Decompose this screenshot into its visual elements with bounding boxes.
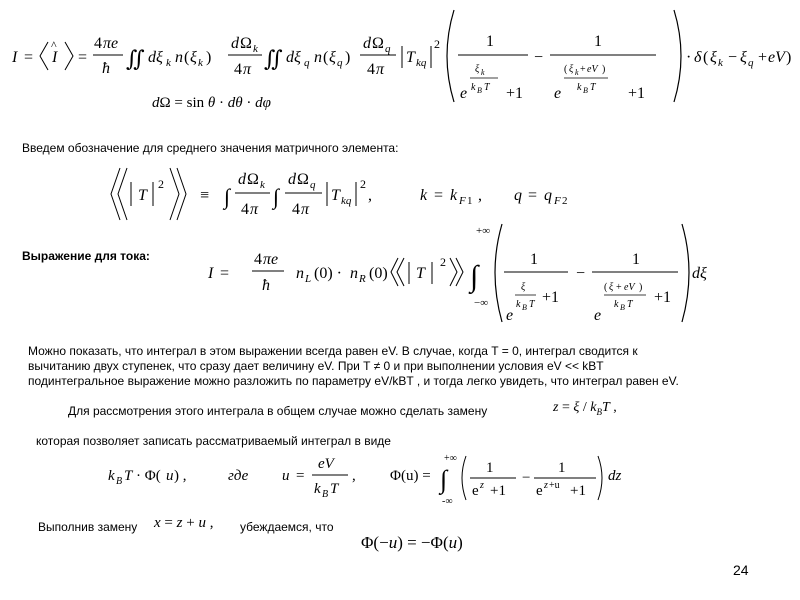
svg-text:+1: +1 bbox=[570, 483, 586, 499]
svg-text:e: e bbox=[536, 483, 543, 499]
svg-text:T: T bbox=[331, 187, 340, 204]
svg-text:+1: +1 bbox=[542, 289, 560, 306]
svg-text:k: k bbox=[253, 43, 258, 55]
svg-text:I: I bbox=[208, 265, 214, 282]
svg-text:,: , bbox=[478, 187, 482, 204]
svg-text:∫: ∫ bbox=[440, 465, 448, 494]
svg-text:T: T bbox=[529, 299, 535, 310]
svg-text:u: u bbox=[166, 468, 174, 484]
svg-text:n: n bbox=[296, 265, 304, 282]
svg-text:ξ: ξ bbox=[710, 49, 717, 66]
we-see-text: убеждаемся, что bbox=[240, 520, 334, 534]
svg-text:∬: ∬ bbox=[264, 46, 283, 71]
svg-text:): ) bbox=[639, 282, 643, 293]
svg-text:(0): (0) bbox=[369, 265, 388, 282]
solid-angle-formula: dΩ = sin θ · dθ · dφ bbox=[152, 95, 271, 111]
svg-text:−: − bbox=[728, 49, 738, 66]
svg-text:q: q bbox=[748, 57, 754, 69]
svg-text:k: k bbox=[516, 299, 521, 310]
svg-text:(: ( bbox=[703, 49, 709, 66]
svg-text:−: − bbox=[576, 265, 586, 282]
where-word: где bbox=[228, 468, 249, 484]
svg-text:+u: +u bbox=[549, 480, 560, 491]
svg-text:I: I bbox=[52, 49, 58, 66]
svg-text:B: B bbox=[583, 86, 588, 95]
svg-text:): ) bbox=[206, 49, 212, 66]
explanation-paragraph bbox=[28, 344, 768, 389]
svg-text:n: n bbox=[175, 49, 183, 66]
svg-text:dξ: dξ bbox=[692, 265, 707, 282]
svg-text:q: q bbox=[304, 57, 310, 69]
svg-text:k: k bbox=[260, 179, 265, 191]
svg-text:πe: πe bbox=[103, 35, 119, 52]
svg-text:k: k bbox=[718, 57, 723, 69]
svg-text:B: B bbox=[477, 86, 482, 95]
svg-text:πe: πe bbox=[263, 251, 279, 268]
svg-text:2: 2 bbox=[440, 255, 446, 269]
svg-text:I: I bbox=[12, 49, 18, 66]
svg-text:k: k bbox=[314, 481, 321, 497]
svg-text:=: = bbox=[528, 187, 538, 204]
svg-text:T: T bbox=[124, 468, 133, 484]
svg-text:F: F bbox=[554, 195, 561, 207]
svg-text:ξ: ξ bbox=[521, 282, 526, 293]
svg-text:n: n bbox=[314, 49, 322, 66]
svg-text:2: 2 bbox=[158, 177, 164, 191]
svg-text:u: u bbox=[282, 468, 290, 484]
svg-text:q: q bbox=[310, 179, 316, 191]
paragraph-line-3: подинтегральное выражение можно разложить по параметру eV/kBT , и тогда легко увидеть, что интеграл равен eV. bbox=[28, 374, 679, 388]
svg-text:q: q bbox=[385, 43, 391, 55]
svg-text:4: 4 bbox=[254, 251, 262, 268]
svg-text:4: 4 bbox=[367, 61, 375, 78]
svg-text:d: d bbox=[363, 35, 371, 52]
svg-text:=: = bbox=[78, 49, 88, 66]
svg-text:1: 1 bbox=[558, 460, 566, 476]
svg-text:∬: ∬ bbox=[126, 46, 145, 71]
current-expression-formula bbox=[204, 220, 724, 332]
svg-text:-∞: -∞ bbox=[442, 496, 453, 507]
svg-text:e: e bbox=[594, 307, 602, 324]
after-substitution-text: Выполнив замену bbox=[38, 520, 138, 534]
svg-text:ξ: ξ bbox=[329, 49, 336, 66]
svg-text:e: e bbox=[506, 307, 514, 324]
svg-text:∫: ∫ bbox=[273, 184, 280, 209]
current-integral-formula bbox=[8, 4, 800, 112]
svg-text:B: B bbox=[522, 303, 527, 312]
svg-text:· Φ(: · Φ( bbox=[136, 468, 161, 484]
svg-text:B: B bbox=[322, 489, 329, 500]
paragraph-line-2: вычитанию двух ступенек, что сразу дает величину eV. При T ≠ 0 и при выполнении условия eV << kBT bbox=[28, 359, 604, 373]
svg-text:q: q bbox=[337, 57, 343, 69]
svg-text:T: T bbox=[330, 481, 339, 497]
svg-text:k: k bbox=[198, 57, 203, 69]
svg-text:(: ( bbox=[184, 49, 190, 66]
svg-text:Ω: Ω bbox=[297, 171, 309, 188]
svg-text:T: T bbox=[416, 265, 425, 282]
svg-text:,: , bbox=[352, 468, 356, 484]
svg-text:): ) bbox=[786, 49, 792, 66]
svg-text:Ω: Ω bbox=[247, 171, 259, 188]
svg-text:+1: +1 bbox=[628, 85, 646, 102]
svg-text:ξ: ξ bbox=[609, 282, 614, 293]
svg-text:∫: ∫ bbox=[470, 260, 479, 293]
general-case-text: Для рассмотрения этого интеграла в общем случае можно сделать замену bbox=[68, 404, 488, 418]
svg-text:d: d bbox=[288, 171, 296, 188]
svg-text:=: = bbox=[434, 187, 444, 204]
svg-text:R: R bbox=[359, 273, 366, 285]
svg-text:ξ: ξ bbox=[569, 64, 574, 75]
svg-text:kq: kq bbox=[341, 195, 352, 207]
svg-text:ξ: ξ bbox=[190, 49, 197, 66]
svg-text:e: e bbox=[472, 483, 479, 499]
svg-text:^: ^ bbox=[51, 38, 57, 52]
svg-text:2: 2 bbox=[360, 177, 366, 191]
svg-text:L: L bbox=[305, 273, 312, 285]
svg-text:2: 2 bbox=[562, 195, 568, 207]
svg-text:Φ(u) =: Φ(u) = bbox=[390, 468, 431, 484]
svg-text:T: T bbox=[627, 299, 633, 310]
symmetry-formula: Φ(−u) = −Φ(u) bbox=[361, 533, 463, 552]
page-number: 24 bbox=[733, 562, 749, 578]
svg-text:1: 1 bbox=[594, 33, 602, 50]
svg-text:ħ: ħ bbox=[262, 277, 270, 294]
svg-text:(: ( bbox=[604, 282, 608, 293]
svg-text:1: 1 bbox=[632, 251, 640, 268]
svg-text:n: n bbox=[350, 265, 358, 282]
svg-text:+1: +1 bbox=[506, 85, 524, 102]
svg-text:k: k bbox=[575, 68, 579, 77]
svg-text:k: k bbox=[481, 68, 485, 77]
svg-text:,: , bbox=[368, 187, 372, 204]
svg-text:ħ: ħ bbox=[102, 60, 110, 77]
svg-text:4: 4 bbox=[241, 201, 249, 218]
allows-write-text: которая позволяет записать рассматриваемый интеграл в виде bbox=[36, 434, 391, 448]
svg-text:) ,: ) , bbox=[174, 468, 187, 484]
svg-text:2: 2 bbox=[434, 37, 440, 51]
svg-text:T: T bbox=[138, 187, 147, 204]
svg-text:k: k bbox=[614, 299, 619, 310]
svg-text:−: − bbox=[522, 470, 531, 486]
phi-definition-formula bbox=[104, 448, 644, 508]
svg-text:z: z bbox=[480, 480, 484, 491]
svg-text:q: q bbox=[514, 187, 522, 204]
svg-text:=: = bbox=[220, 265, 230, 282]
svg-text:+∞: +∞ bbox=[444, 453, 457, 464]
svg-text:e: e bbox=[554, 85, 562, 102]
avg-matrix-intro-text: Введем обозначение для среднего значения матричного элемента: bbox=[22, 141, 399, 155]
substitution-formula: $z = \xi / k_BT$ , bbox=[553, 400, 617, 417]
svg-text:+∞: +∞ bbox=[476, 225, 491, 237]
svg-text:k: k bbox=[450, 187, 458, 204]
svg-text:eV: eV bbox=[318, 456, 334, 472]
svg-text:4: 4 bbox=[234, 61, 242, 78]
svg-text:eV: eV bbox=[768, 49, 785, 66]
svg-text:ξ: ξ bbox=[740, 49, 747, 66]
svg-text:eV: eV bbox=[624, 282, 635, 293]
svg-text:+: + bbox=[616, 282, 622, 293]
svg-text:dξ: dξ bbox=[286, 49, 301, 66]
svg-text:): ) bbox=[602, 64, 606, 75]
svg-text:=: = bbox=[296, 468, 305, 484]
svg-text:T: T bbox=[406, 49, 415, 66]
svg-text:(: ( bbox=[323, 49, 329, 66]
svg-text:q: q bbox=[544, 187, 552, 204]
svg-text:δ: δ bbox=[694, 49, 702, 66]
svg-text:+1: +1 bbox=[490, 483, 506, 499]
svg-text:dξ: dξ bbox=[148, 49, 163, 66]
svg-text:B: B bbox=[116, 476, 123, 487]
svg-text:(0) ·: (0) · bbox=[314, 265, 342, 282]
svg-text:∫: ∫ bbox=[224, 184, 231, 209]
svg-text:k: k bbox=[166, 57, 171, 69]
svg-text:T: T bbox=[590, 82, 596, 93]
svg-text:·: · bbox=[686, 49, 692, 66]
svg-text:kq: kq bbox=[416, 57, 427, 69]
svg-text:1: 1 bbox=[467, 195, 473, 207]
svg-text:z: z bbox=[544, 480, 548, 491]
svg-text:π: π bbox=[376, 61, 385, 78]
svg-text:k: k bbox=[471, 82, 476, 93]
svg-text:π: π bbox=[301, 201, 310, 218]
paragraph-line-1: Можно показать, что интеграл в этом выражении всегда равен eV. В случае, когда T = 0, интеграл сводится к bbox=[28, 344, 638, 358]
svg-text:d: d bbox=[238, 171, 246, 188]
svg-text:1: 1 bbox=[486, 33, 494, 50]
svg-text:π: π bbox=[243, 61, 252, 78]
svg-text:(: ( bbox=[564, 64, 568, 75]
svg-text:T: T bbox=[484, 82, 490, 93]
svg-text:ξ: ξ bbox=[475, 64, 480, 75]
svg-text:F: F bbox=[459, 195, 466, 207]
svg-text:1: 1 bbox=[486, 460, 494, 476]
svg-text:): ) bbox=[345, 49, 351, 66]
svg-text:π: π bbox=[250, 201, 259, 218]
current-expression-label: Выражение для тока: bbox=[22, 249, 150, 263]
svg-text:−∞: −∞ bbox=[474, 297, 489, 309]
svg-text:k: k bbox=[577, 82, 582, 93]
svg-text:k: k bbox=[108, 468, 115, 484]
svg-text:+1: +1 bbox=[654, 289, 672, 306]
svg-text:d: d bbox=[231, 35, 239, 52]
svg-text:B: B bbox=[620, 303, 625, 312]
svg-text:−: − bbox=[534, 49, 544, 66]
svg-text:≡: ≡ bbox=[200, 187, 210, 204]
svg-text:e: e bbox=[460, 85, 468, 102]
svg-text:1: 1 bbox=[530, 251, 538, 268]
svg-text:+: + bbox=[758, 49, 768, 66]
shift-formula: x = z + u , bbox=[154, 515, 214, 531]
svg-text:=: = bbox=[24, 49, 34, 66]
svg-text:4: 4 bbox=[292, 201, 300, 218]
svg-text:dz: dz bbox=[608, 468, 622, 484]
svg-text:k: k bbox=[420, 187, 428, 204]
svg-text:Ω: Ω bbox=[240, 35, 252, 52]
avg-matrix-element-formula bbox=[100, 162, 620, 226]
svg-text:Ω: Ω bbox=[372, 35, 384, 52]
svg-text:4: 4 bbox=[94, 35, 102, 52]
svg-text:eV: eV bbox=[587, 64, 598, 75]
svg-text:+: + bbox=[580, 64, 586, 75]
